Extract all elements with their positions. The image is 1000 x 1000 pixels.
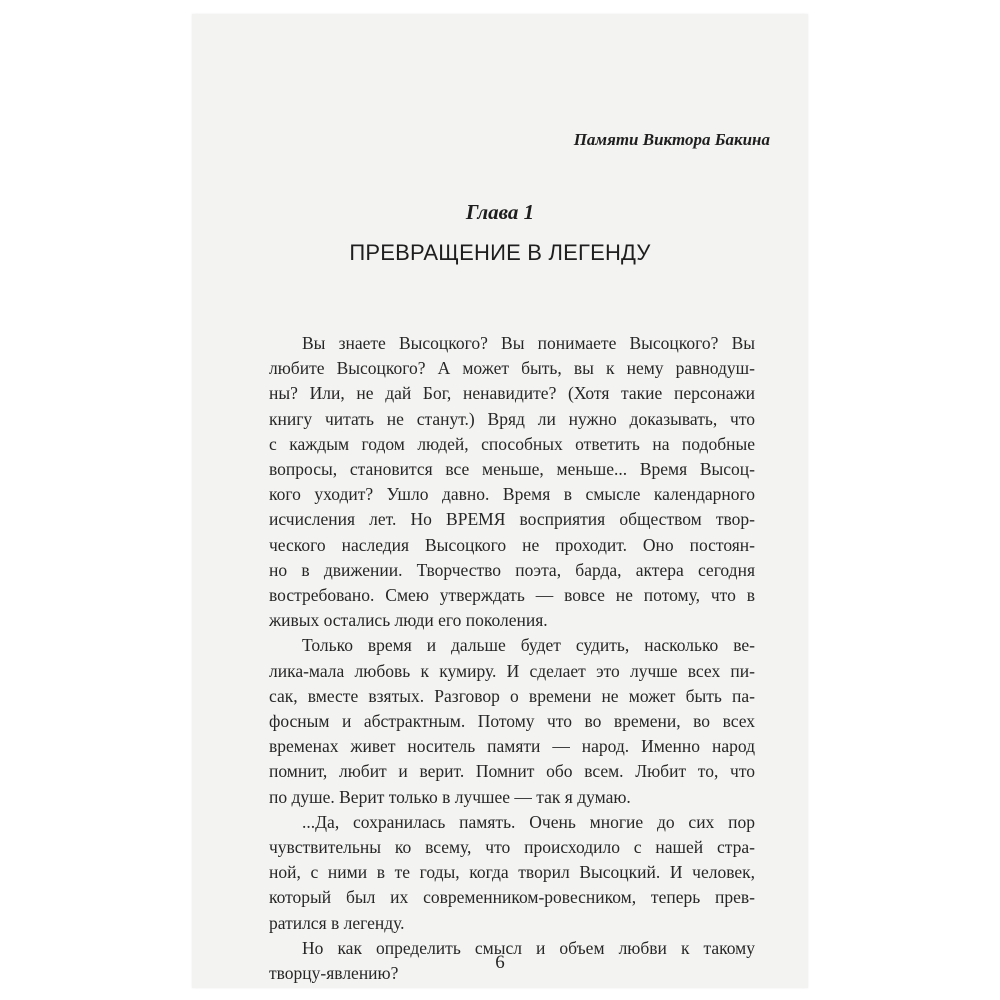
text-line: Но как определить смысл и объем любви к такому xyxy=(302,937,755,958)
chapter-title: ПРЕВРАЩЕНИЕ В ЛЕГЕНДУ xyxy=(349,240,651,265)
text-line: ны? Или, не дай Бог, ненавидите? (Хотя такие персонажи xyxy=(269,383,755,404)
text-line: сак, вместе взятых. Разговор о времени не может быть па- xyxy=(269,685,755,706)
text-line: но в движении. Творчество поэта, барда, актера сегодня xyxy=(269,559,755,580)
text-line: который был их современником-ровесником, теперь прев- xyxy=(269,887,755,908)
text-line: временах живет носитель памяти — народ. Именно народ xyxy=(269,736,755,757)
text-line: с каждым годом людей, способных ответить на подобные xyxy=(269,433,755,454)
dedication: Памяти Виктора Бакина xyxy=(573,130,770,149)
text-line: востребовано. Смею утверждать — вовсе не потому, что в xyxy=(269,585,755,606)
text-line: творцу-явлению? xyxy=(269,963,399,984)
text-line: живых остались люди его поколения. xyxy=(269,610,548,631)
text-line: помнит, любит и верит. Помнит обо всем. Любит то, что xyxy=(269,761,755,782)
text-line: лика-мала любовь к кумиру. И сделает это лучше всех пи- xyxy=(269,660,755,681)
paragraph xyxy=(269,331,755,633)
text-line: книгу читать не станут.) Вряд ли нужно доказывать, что xyxy=(269,408,755,429)
body-text xyxy=(269,331,755,986)
text-line: вопросы, становится все меньше, меньше... Время Высоц- xyxy=(269,459,755,480)
text-line: любите Высоцкого? А может быть, вы к нему равнодуш- xyxy=(269,358,755,379)
text-line: Вы знаете Высоцкого? Вы понимаете Высоцкого? Вы xyxy=(302,333,755,353)
text-line: исчисления лет. Но ВРЕМЯ восприятия обществом твор- xyxy=(269,509,755,530)
text-line: ной, с ними в те годы, когда творил Высоцкий. И человек, xyxy=(269,862,755,883)
text-line: фосным и абстрактным. Потому что во времени, во всех xyxy=(269,711,755,732)
text-line: чувствительны ко всему, что происходило с нашей стра- xyxy=(269,837,755,858)
book-page xyxy=(192,14,808,988)
text-line: Только время и дальше будет судить, насколько ве- xyxy=(302,635,755,656)
text-line: ческого наследия Высоцкого не проходит. Оно постоян- xyxy=(269,534,755,555)
text-line: кого уходит? Ушло давно. Время в смысле календарного xyxy=(269,484,755,505)
text-line: ...Да, сохранилась память. Очень многие до сих пор xyxy=(302,811,755,832)
paragraph xyxy=(269,633,755,809)
page-number: 6 xyxy=(495,952,505,973)
text-line: по душе. Верит только в лучшее — так я думаю. xyxy=(269,786,631,807)
paragraph xyxy=(269,810,755,936)
chapter-label: Глава 1 xyxy=(465,200,535,224)
text-line: ратился в легенду. xyxy=(269,912,405,933)
